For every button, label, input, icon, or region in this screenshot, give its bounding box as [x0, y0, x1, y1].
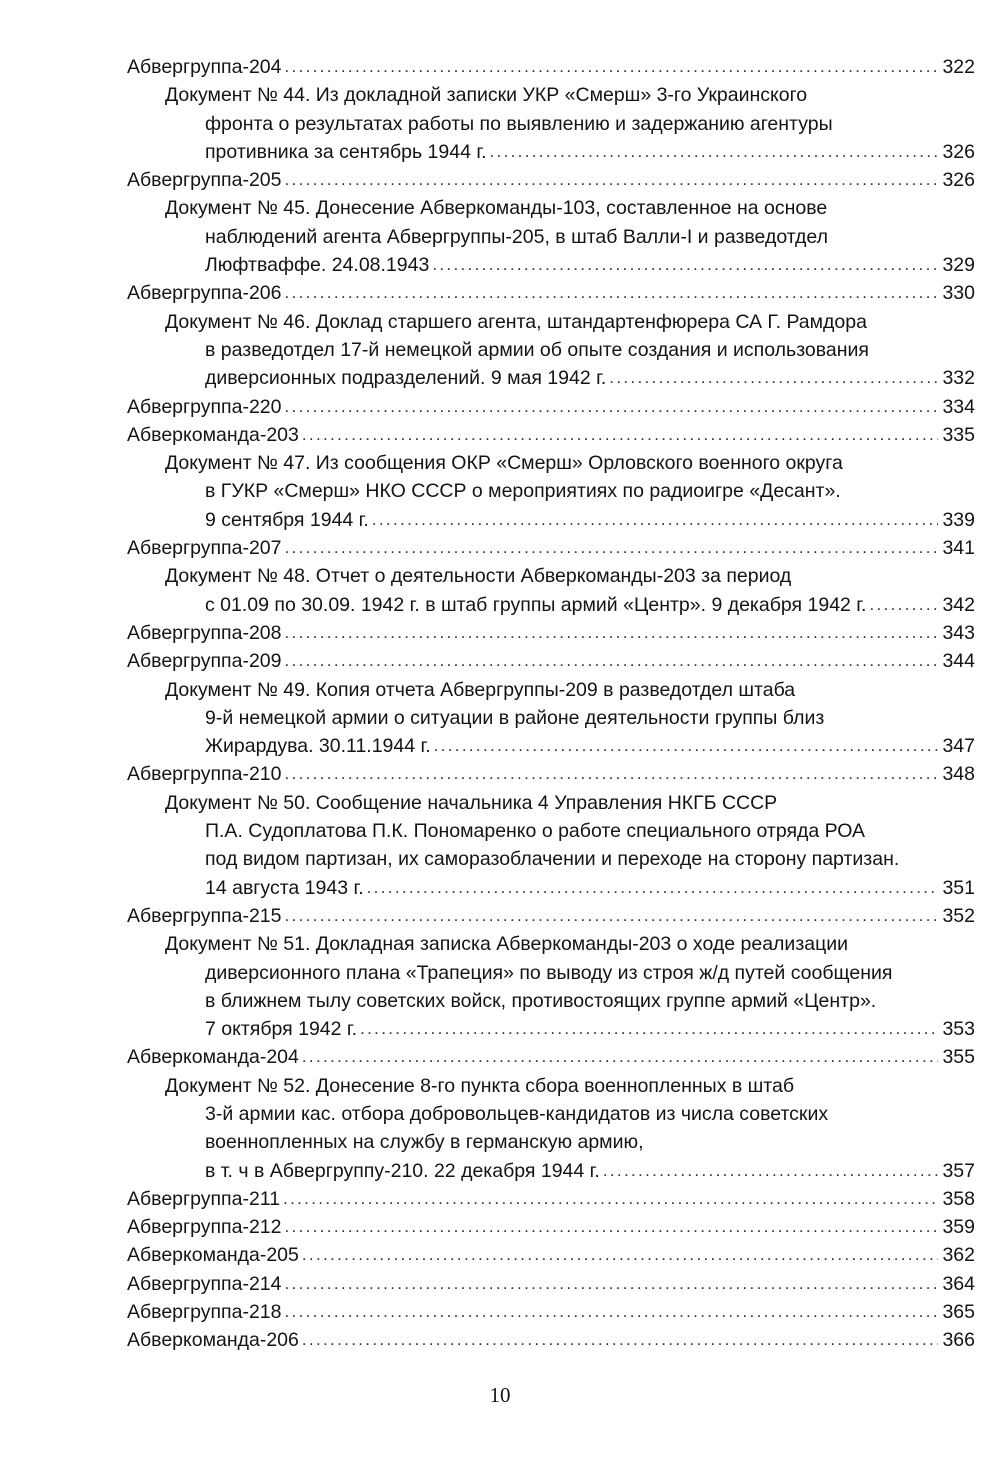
document-title-line: противника за сентябрь 1944 г.	[205, 140, 487, 163]
document-title-line: в т. ч в Абвергруппу-210. 22 декабря 1944 г.	[205, 1159, 600, 1182]
toc-entry-group	[127, 647, 975, 675]
toc-page-number: 366	[942, 1329, 975, 1352]
toc-entry-group	[127, 534, 975, 562]
document-title-last-line	[165, 591, 975, 619]
document-title-line: Документ № 50. Сообщение начальника 4 Управления НКГБ СССР	[165, 791, 778, 814]
document-title-line: в ГУКР «Смерш» НКО СССР о мероприятиях по радиоигре «Десант».	[205, 480, 841, 503]
toc-page-number: 342	[942, 593, 975, 616]
toc-entry-document	[165, 194, 975, 279]
dot-leader	[302, 1326, 939, 1354]
toc-entry-group	[127, 1185, 975, 1213]
document-title-line: 9 сентября 1944 г.	[205, 508, 369, 531]
toc-entry-document	[165, 449, 975, 534]
toc-entry-group	[127, 166, 975, 194]
toc-page-number: 362	[942, 1244, 975, 1267]
document-title-line: наблюдений агента Абвергруппы-205, в штаб Валли-I и разведотдел	[205, 225, 828, 248]
toc-entry-title: Абверкоманда-206	[127, 1329, 299, 1352]
toc-page-number: 348	[942, 763, 975, 786]
toc-page-number: 329	[942, 254, 975, 277]
toc-entry-group	[127, 1043, 975, 1071]
table-of-contents	[127, 53, 975, 1355]
toc-page-number: 335	[942, 423, 975, 446]
document-title-line: Жирардува. 30.11.1944 г.	[205, 735, 431, 758]
dot-leader	[285, 1298, 939, 1326]
document-title-last-line	[165, 364, 975, 392]
document-title-line: 9-й немецкой армии о ситуации в районе деятельности группы близ	[205, 706, 825, 729]
document-title-line: Документ № 52. Донесение 8-го пункта сбора военнопленных в штаб	[165, 1074, 795, 1097]
document-title-line: Документ № 45. Донесение Абверкоманды-103, составленное на основе	[165, 197, 828, 220]
toc-page-number: 326	[942, 169, 975, 192]
toc-entry-document	[165, 1072, 975, 1185]
document-title-line: Документ № 48. Отчет о деятельности Абверкоманды-203 за период	[165, 565, 792, 588]
dot-leader	[285, 902, 939, 930]
toc-page-number: 358	[942, 1187, 975, 1210]
toc-page-number: 352	[942, 904, 975, 927]
document-title-line: Люфтваффе. 24.08.1943	[205, 254, 430, 277]
document-title-last-line	[165, 1015, 975, 1043]
toc-page-number: 339	[942, 508, 975, 531]
document-title-line: под видом партизан, их саморазоблачении и переходе на сторону партизан.	[205, 848, 900, 871]
document-title-line: в ближнем тылу советских войск, противостоящих группе армий «Центр».	[205, 989, 877, 1012]
toc-entry-title: Абвергруппа-218	[127, 1301, 282, 1324]
document-title-last-line	[165, 251, 975, 279]
toc-entry-title: Абвергруппа-206	[127, 282, 282, 305]
toc-entry-title: Абвергруппа-214	[127, 1272, 282, 1295]
toc-entry-title: Абвергруппа-207	[127, 537, 282, 560]
document-title-line: фронта о результатах работы по выявлению и задержанию агентуры	[205, 112, 833, 135]
dot-leader	[285, 166, 939, 194]
page-number: 10	[489, 1383, 511, 1407]
toc-entry-title: Абвергруппа-205	[127, 169, 282, 192]
toc-entry-group	[127, 1298, 975, 1326]
dot-leader	[285, 279, 939, 307]
toc-page-number: 359	[942, 1216, 975, 1239]
toc-entry-document	[165, 930, 975, 1043]
dot-leader	[285, 1213, 939, 1241]
dot-leader	[283, 1185, 938, 1213]
toc-entry-title: Абвергруппа-212	[127, 1216, 282, 1239]
toc-page-number: 357	[942, 1159, 975, 1182]
toc-page-number: 351	[942, 876, 975, 899]
dot-leader	[603, 1157, 939, 1185]
dot-leader	[372, 506, 939, 534]
toc-entry-group	[127, 279, 975, 307]
toc-entry-title: Абвергруппа-220	[127, 395, 282, 418]
toc-entry-group	[127, 393, 975, 421]
document-title-last-line	[165, 506, 975, 534]
toc-entry-group	[127, 53, 975, 81]
toc-entry-document	[165, 676, 975, 761]
toc-page-number: 334	[942, 395, 975, 418]
dot-leader	[285, 760, 939, 788]
toc-entry-title: Абвергруппа-210	[127, 763, 282, 786]
document-title-line: с 01.09 по 30.09. 1942 г. в штаб группы армий «Центр». 9 декабря 1942 г.	[205, 593, 867, 616]
dot-leader	[432, 251, 938, 279]
toc-entry-document	[165, 81, 975, 166]
document-title-last-line	[165, 138, 975, 166]
toc-entry-title: Абвергруппа-209	[127, 650, 282, 673]
dot-leader	[489, 138, 938, 166]
toc-entry-group	[127, 421, 975, 449]
toc-entry-document	[165, 308, 975, 393]
dot-leader	[285, 53, 939, 81]
document-title-line: 3-й армии кас. отбора добровольцев-кандидатов из числа советских	[205, 1102, 829, 1125]
toc-page-number: 343	[942, 621, 975, 644]
toc-entry-title: Абвергруппа-215	[127, 904, 282, 927]
dot-leader	[285, 1270, 939, 1298]
dot-leader	[609, 364, 938, 392]
dot-leader	[285, 393, 939, 421]
toc-page-number: 344	[942, 650, 975, 673]
toc-entry-group	[127, 1326, 975, 1354]
toc-entry-group	[127, 1241, 975, 1269]
toc-entry-title: Абверкоманда-204	[127, 1046, 299, 1069]
dot-leader	[367, 874, 939, 902]
dot-leader	[302, 1241, 939, 1269]
document-title-line: военнопленных на службу в германскую армию,	[205, 1131, 644, 1154]
dot-leader	[302, 1043, 939, 1071]
dot-leader	[434, 732, 939, 760]
toc-entry-group	[127, 619, 975, 647]
toc-page-number: 365	[942, 1301, 975, 1324]
toc-page-number: 322	[942, 56, 975, 78]
document-title-last-line	[165, 874, 975, 902]
document-title-last-line	[165, 732, 975, 760]
document-title-line: Документ № 51. Докладная записка Абверкоманды-203 о ходе реализации	[165, 933, 849, 956]
toc-page-number: 332	[942, 367, 975, 390]
toc-page-number: 326	[942, 140, 975, 163]
toc-entry-title: Абвергруппа-211	[127, 1187, 281, 1210]
toc-entry-group	[127, 902, 975, 930]
toc-page-number: 347	[942, 735, 975, 758]
document-title-line: Документ № 44. Из докладной записки УКР «Смерш» 3-го Украинского	[165, 84, 808, 107]
document-title-line: диверсионного плана «Трапеция» по выводу из строя ж/д путей сообщения	[205, 961, 893, 984]
document-title-line: Документ № 49. Копия отчета Абвергруппы-209 в разведотдел штаба	[165, 678, 796, 701]
dot-leader	[869, 591, 938, 619]
dot-leader	[285, 534, 939, 562]
toc-entry-document	[165, 789, 975, 902]
toc-entry-title: Абверкоманда-205	[127, 1244, 299, 1267]
document-title-line: П.А. Судоплатова П.К. Пономаренко о работе специального отряда РОА	[205, 820, 865, 843]
toc-page-number: 341	[942, 537, 975, 560]
document-title-line: диверсионных подразделений. 9 мая 1942 г.	[205, 367, 607, 390]
document-title-last-line	[165, 1157, 975, 1185]
toc-entry-title: Абверкоманда-203	[127, 423, 299, 446]
document-title-line: 7 октября 1942 г.	[205, 1018, 358, 1041]
dot-leader	[302, 421, 939, 449]
toc-page-number: 355	[942, 1046, 975, 1069]
toc-entry-group	[127, 1270, 975, 1298]
toc-entry-group	[127, 1213, 975, 1241]
dot-leader	[285, 647, 939, 675]
dot-leader	[360, 1015, 938, 1043]
toc-entry-title: Абвергруппа-204	[127, 56, 282, 78]
toc-entry-title: Абвергруппа-208	[127, 621, 282, 644]
document-title-line: Документ № 46. Доклад старшего агента, штандартенфюрера СА Г. Рамдора	[165, 310, 867, 333]
toc-page-number: 364	[942, 1272, 975, 1295]
document-title-line: в разведотдел 17-й немецкой армии об опыте создания и использования	[205, 338, 869, 361]
dot-leader	[285, 619, 939, 647]
toc-entry-document	[165, 562, 975, 619]
toc-entry-group	[127, 760, 975, 788]
document-title-line: 14 августа 1943 г.	[205, 876, 364, 899]
toc-page-number: 330	[942, 282, 975, 305]
toc-page-number: 353	[942, 1018, 975, 1041]
document-title-line: Документ № 47. Из сообщения ОКР «Смерш» Орловского военного округа	[165, 452, 843, 475]
